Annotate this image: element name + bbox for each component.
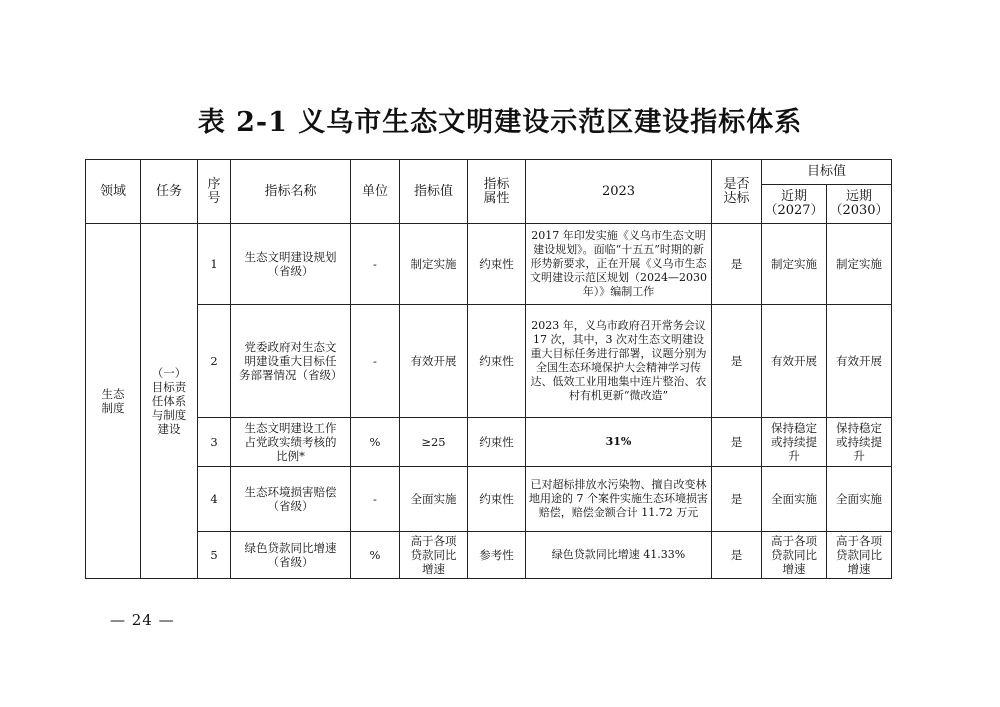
header-indicator-name: 指标名称 xyxy=(231,160,351,224)
indicator-attr-cell: 约束性 xyxy=(468,224,526,305)
near-term-cell: 有效开展 xyxy=(762,305,827,418)
unit-cell: - xyxy=(351,305,400,418)
seq-cell: 2 xyxy=(198,305,231,418)
table-row xyxy=(86,467,892,532)
unit-cell: % xyxy=(351,532,400,579)
page-number: — 24 — xyxy=(110,611,175,629)
header-row xyxy=(86,160,892,185)
situation-cell: 已对超标排放水污染物、擅自改变林地用途的 7 个案件实施生态环境损害赔偿，赔偿金额合计 11.72 万元 xyxy=(526,467,712,532)
long-term-cell: 高于各项贷款同比增速 xyxy=(827,532,892,579)
situation-cell: 绿色贷款同比增速 41.33% xyxy=(526,532,712,579)
seq-cell: 1 xyxy=(198,224,231,305)
domain-cell: 生态制度 xyxy=(86,224,141,579)
header-near-term xyxy=(762,185,827,224)
header-year: 2023 xyxy=(526,160,712,224)
long-term-cell: 全面实施 xyxy=(827,467,892,532)
met-cell: 是 xyxy=(712,418,762,467)
indicator-table xyxy=(85,159,892,579)
indicator-name-cell: 生态文明建设工作占党政实绩考核的比例* xyxy=(231,418,351,467)
situation-cell: 2017 年印发实施《义乌市生态文明建设规划》。面临“十五五”时期的新形势新要求，正在开展《义乌市生态文明建设示范区规划（2024—2030 年）》编制工作 xyxy=(526,224,712,305)
header-seq: 序号 xyxy=(198,160,231,224)
indicator-attr-cell: 参考性 xyxy=(468,532,526,579)
near-term-cell: 高于各项贷款同比增速 xyxy=(762,532,827,579)
near-term-cell: 制定实施 xyxy=(762,224,827,305)
met-cell: 是 xyxy=(712,467,762,532)
indicator-attr-cell: 约束性 xyxy=(468,418,526,467)
indicator-name-cell: 党委政府对生态文明建设重大目标任务部署情况（省级） xyxy=(231,305,351,418)
indicator-value-cell: 制定实施 xyxy=(400,224,468,305)
indicator-attr-cell: 约束性 xyxy=(468,305,526,418)
header-task: 任务 xyxy=(141,160,198,224)
long-term-cell: 制定实施 xyxy=(827,224,892,305)
seq-cell: 4 xyxy=(198,467,231,532)
table-row xyxy=(86,224,892,305)
situation-cell: 2023 年，义乌市政府召开常务会议 17 次，其中，3 次对生态文明建设重大目标任务进行部署，议题分别为全国生态环境保护大会精神学习传达、低效工业用地集中连片整治、农村有机更新“微改造” xyxy=(526,305,712,418)
header-indicator-attr: 指标属性 xyxy=(468,160,526,224)
indicator-name-cell: 生态环境损害赔偿（省级） xyxy=(231,467,351,532)
situation-cell: 31% xyxy=(526,418,712,467)
indicator-value-cell: 全面实施 xyxy=(400,467,468,532)
table-row xyxy=(86,305,892,418)
indicator-value-cell: ≥25 xyxy=(400,418,468,467)
long-term-label: 远期 xyxy=(846,189,873,204)
long-term-cell: 保持稳定或持续提升 xyxy=(827,418,892,467)
near-term-year: （2027） xyxy=(764,203,824,218)
met-cell: 是 xyxy=(712,305,762,418)
header-long-term xyxy=(827,185,892,224)
met-cell: 是 xyxy=(712,532,762,579)
indicator-value-cell: 有效开展 xyxy=(400,305,468,418)
near-term-cell: 全面实施 xyxy=(762,467,827,532)
unit-cell: - xyxy=(351,224,400,305)
unit-cell: - xyxy=(351,467,400,532)
table-row xyxy=(86,532,892,579)
met-cell: 是 xyxy=(712,224,762,305)
task-cell: （一）目标责任体系与制度建设 xyxy=(141,224,198,579)
header-domain: 领域 xyxy=(86,160,141,224)
unit-cell: % xyxy=(351,418,400,467)
header-target: 目标值 xyxy=(762,160,892,185)
table-row xyxy=(86,418,892,467)
indicator-attr-cell: 约束性 xyxy=(468,467,526,532)
long-term-cell: 有效开展 xyxy=(827,305,892,418)
long-term-year: （2030） xyxy=(829,203,889,218)
header-unit: 单位 xyxy=(351,160,400,224)
header-indicator-value: 指标值 xyxy=(400,160,468,224)
page-title: 表 2-1 义乌市生态文明建设示范区建设指标体系 xyxy=(197,107,803,138)
seq-cell: 5 xyxy=(198,532,231,579)
near-term-cell: 保持稳定或持续提升 xyxy=(762,418,827,467)
seq-cell: 3 xyxy=(198,418,231,467)
indicator-value-cell: 高于各项贷款同比增速 xyxy=(400,532,468,579)
indicator-name-cell: 生态文明建设规划（省级） xyxy=(231,224,351,305)
near-term-label: 近期 xyxy=(780,189,807,204)
indicator-name-cell: 绿色贷款同比增速（省级） xyxy=(231,532,351,579)
header-met: 是否达标 xyxy=(712,160,762,224)
